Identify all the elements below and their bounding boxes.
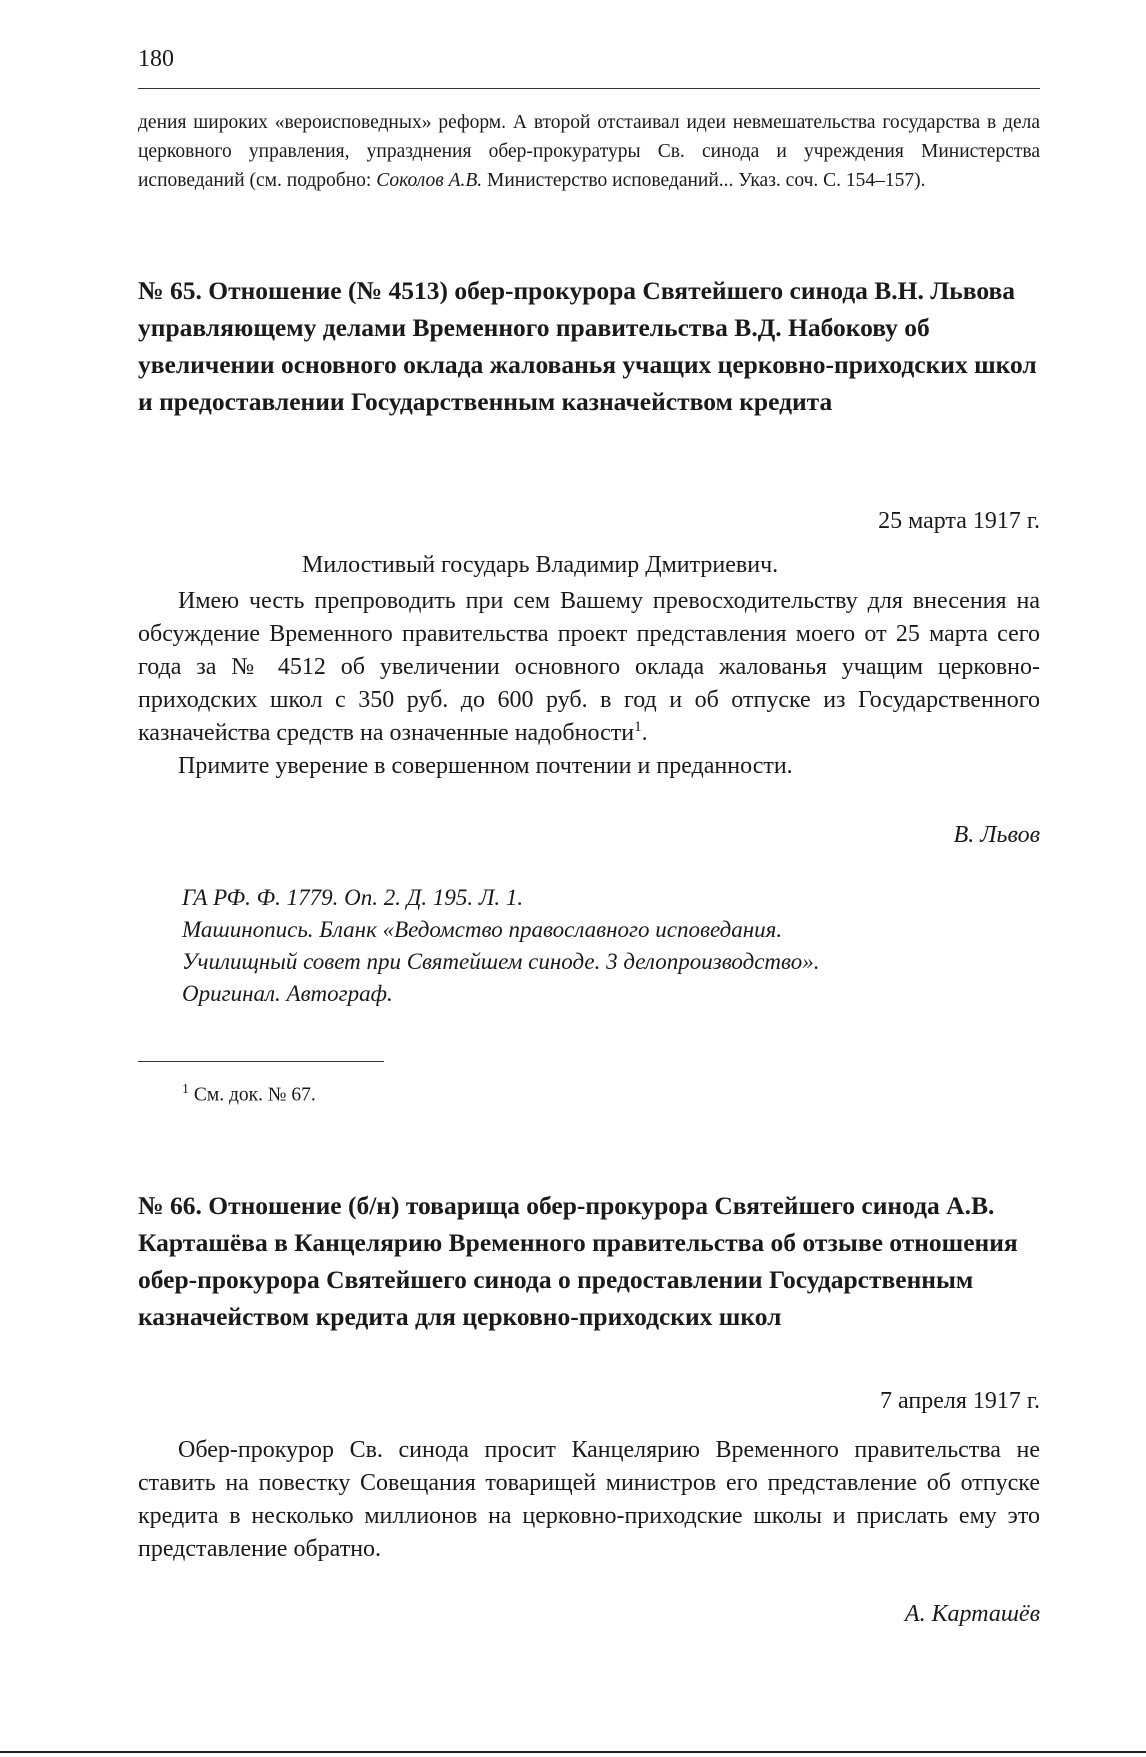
archive-line: Училищный совет при Святейшем синоде. 3 делопроизводство». [182,949,820,974]
footnote-text: См. док. № 67. [189,1084,316,1106]
doc-65-paragraph-1-text: Имею честь препроводить при сем Вашему превосходительству для внесения на обсуждение Временного правительства проект представления моего от 25 марта сего года за № 4512 об увеличении основного оклада жалованья учащим церковно-приходских школ с 350 руб. до 600 руб. в год и об отпуске из Государственного казначейства средств на означенные надобности [138,588,1040,746]
doc-65-date: 25 марта 1917 г. [878,508,1040,534]
archive-line: Оригинал. Автограф. [182,981,393,1006]
doc-65-paragraph-2: Примите уверение в совершенном почтении и преданности. [178,753,793,779]
doc-65-heading: № 65. Отношение (№ 4513) обер-прокурора Святейшего синода В.Н. Львова управляющему делами Временного правительства В.Д. Набокову об увеличении основного оклада жалованья учащих церковно-приходских школ и предоставлении Государственным казначейством кредита [138,276,1037,416]
page-number: 180 [138,46,174,72]
header-divider [138,88,1040,89]
note-tail: Министерство исповеданий... Указ. соч. С. 154–157). [482,170,926,191]
footnote-reference: 1 [634,719,642,735]
note-text: дения широких «вероисповедных» реформ. А второй отстаивал идеи невмешательства государства в дела церковного управления, упразднения обер-прокуратуры Св. синода и учреждения Министерства исповеданий (см. подробно: [138,112,1040,191]
footnote-number: 1 [182,1082,189,1097]
doc-66-date: 7 апреля 1917 г. [880,1388,1040,1414]
paragraph-end: . [641,720,648,746]
footnote-divider [138,1061,384,1062]
archive-line: Машинопись. Бланк «Ведомство православного исповедания. [182,917,783,942]
doc-66-paragraph-1: Обер-прокурор Св. синода просит Канцелярию Временного правительства не ставить на повестку Совещания товарищей министров его представление об отпуске кредита в несколько миллионов на церковно-приходские школы и прислать ему это представление обратно. [138,1437,1040,1562]
doc-66-body [138,1434,1040,1566]
doc-65-salutation: Милостивый государь Владимир Дмитриевич. [302,552,779,578]
doc-66-signature: А. Карташёв [904,1601,1040,1627]
archive-line: ГА РФ. Ф. 1779. Оп. 2. Д. 195. Л. 1. [182,885,524,910]
page-bottom-edge [0,1751,1146,1753]
doc-65-body [138,585,1040,783]
note-author: Соколов А.В. [376,170,483,191]
continued-footnote-text [138,108,1040,195]
doc-65-archive-reference [182,882,1042,1010]
doc-65-paragraph-1 [138,585,1040,750]
doc-65-signature: В. Львов [953,822,1040,848]
doc-66-heading: № 66. Отношение (б/н) товарища обер-прокурора Святейшего синода А.В. Карташёва в Канцелярию Временного правительства об отзыве отношения обер-прокурора Святейшего синода о предоставлении Государственным казначейством кредита для церковно-приходских школ [138,1191,1018,1331]
footnote [182,1082,316,1107]
